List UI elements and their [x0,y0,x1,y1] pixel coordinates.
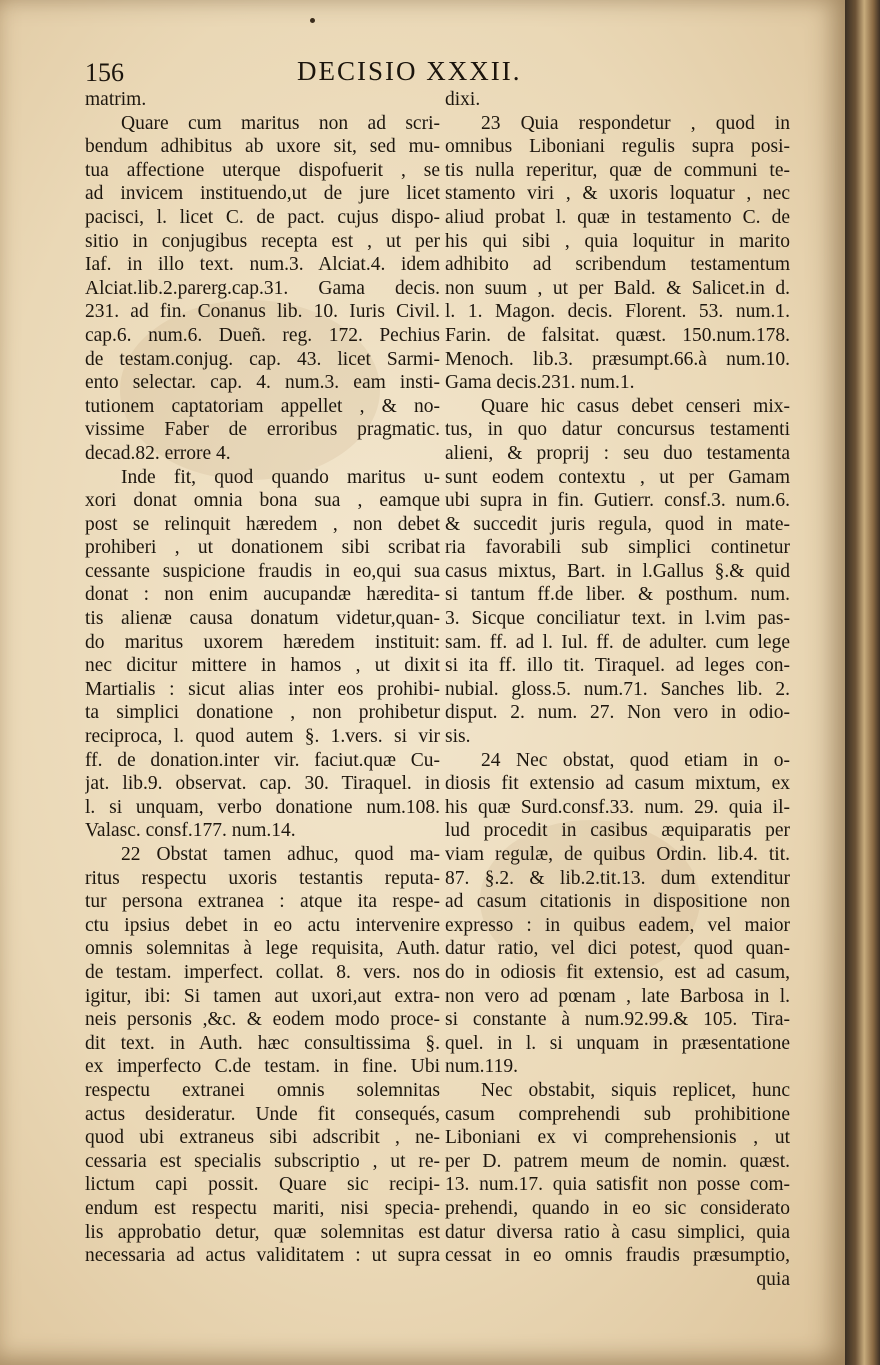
text-line: Nec obstabit, siquis replicet, hunc [481,1079,790,1101]
text-line: prohiberi , ut donationem sibi scribat [85,537,440,559]
text-line: disput. 2. num. 27. Non vero in odio- [445,702,790,724]
text-line: stamento viri , & uxoris loquatur , nec [445,183,790,205]
text-line: do maritus uxorem hæredem instituit: [85,631,440,653]
text-line: neis personis ,&c. & eodem modo proce- [85,1009,440,1031]
text-line: bendum adhibitus ab uxore sit, sed mu- [85,136,440,158]
text-line: tur persona extranea : atque ita respe- [85,891,440,913]
book-edge [845,0,880,1365]
text-line: 23 Quia respondetur , quod in [481,112,790,134]
page-number: 156 [85,58,124,87]
text-line: prehendi, quando in eo sic considerato [445,1197,790,1219]
text-line: si tantum ff.de liber. & posthum. num. [445,584,790,606]
text-line: ta simplici donatione , non prohibetur [85,702,440,724]
text-line: dixi. [445,89,481,110]
text-line: Alciat.lib.2.parerg.cap.31. Gama decis. [85,277,440,299]
text-line: donat : non enim aucupandæ hæredita- [85,584,440,606]
text-line: diosis fit extensio ad casum mixtum, ex [445,773,790,795]
text-line: l. 1. Magon. decis. Florent. 53. num.1. [445,301,790,323]
text-line: 13. num.17. quia satisfit non posse com- [445,1174,790,1196]
text-line: ff. de donation.inter vir. faciut.quæ Cu- [85,749,440,771]
text-line: aliud probat l. quæ in testamento C. de [445,206,790,228]
text-line: alieni, & proprij : seu duo testamenta [445,442,790,464]
page-header [85,52,785,92]
text-line: adhibito ad scribendum testamentum [445,254,790,276]
text-line: nubial. gloss.5. num.71. Sanches lib. 2. [445,678,790,700]
text-line: sam. ff. ad l. Iul. ff. de adulter. cum lege [445,631,790,653]
text-line: xori donat omnia bona sua , eamque [85,490,440,512]
text-line: cessat in eo omnis fraudis præsumptio, [445,1245,790,1267]
text-line: de testam. imperfect. collat. 8. vers. nos [85,961,440,983]
text-line: 24 Nec obstat, quod etiam in o- [481,749,790,771]
text-line: his qui sibi , quia loquitur in marito [445,230,790,252]
text-line: igitur, ibi: Si tamen aut uxori,aut extra- [85,985,440,1007]
text-line: sunt eodem contextu , ut per Gamam [445,466,790,488]
text-line: sitio in conjugibus recepta est , ut per [85,230,440,252]
text-line: non vero ad pœnam , late Barbosa in l. [445,985,790,1007]
text-line: si ita ff. illo tit. Tiraquel. ad leges con- [445,655,790,677]
text-line: Quare hic casus debet censeri mix- [481,395,790,417]
text-line: tis alienæ causa donatum videtur,quan- [85,608,440,630]
text-line: ctu ipsius debet in eo actu intervenire [85,914,440,936]
text-line: per D. patrem meum de nomin. quæst. [445,1150,790,1172]
text-line: jat. lib.9. observat. cap. 30. Tiraquel. in [85,773,440,795]
text-line: datur diversa ratio à casu simplici, quia [445,1221,790,1243]
text-line: tutionem captatoriam appellet , & no- [85,395,440,417]
text-line: actus desideratur. Unde fit consequés, [85,1103,440,1125]
text-line: lud procedit in casibus æquiparatis per [445,820,790,842]
text-line: sis. [445,726,471,748]
text-line: endum est respectu mariti, nisi specia- [85,1197,440,1219]
text-line: 22 Obstat tamen adhuc, quod ma- [121,844,440,865]
text-line: Valasc. consf.177. num.14. [85,820,296,842]
text-line: ad casum citationis in dispositione non [445,891,790,913]
text-line: ex imperfecto C.de testam. in fine. Ubi [85,1056,440,1078]
catchword: quia [756,1268,790,1290]
text-line: ria favorabili sub simplici continetur [445,537,790,559]
text-line: ubi supra in fin. Gutierr. consf.3. num.6. [445,490,790,512]
text-line: Gama decis.231. num.1. [445,372,635,394]
ink-dot [310,18,315,23]
text-line: 231. ad fin. Conanus lib. 10. Iuris Civil. [85,301,440,323]
text-line: omnis solemnitas à lege requisita, Auth. [85,938,440,960]
text-line: num.119. [445,1056,518,1078]
text-line: datur ratio, vel dici potest, quod quan- [445,938,790,960]
text-line: dit text. in Auth. hæc consultissima §. [85,1032,440,1054]
left-column [85,88,440,1268]
text-line: de testam.conjug. cap. 43. licet Sarmi- [85,348,440,370]
text-line: reciproca, l. quod autem §. 1.vers. si vir [85,726,440,748]
text-line: matrim. [85,89,147,110]
text-line: ritus respectu uxoris testantis reputa- [85,867,440,889]
text-line: Inde fit, quod quando maritus u- [121,466,440,488]
text-line: expresso : in quibus eadem, vel maior [445,914,790,936]
text-line: quel. in l. si unquam in præsentatione [445,1032,790,1054]
text-line: respectu extranei omnis solemnitas [85,1079,440,1101]
text-line: casum comprehendi sub prohibitione [445,1103,790,1125]
text-line: l. si unquam, verbo donatione num.108. [85,796,440,818]
text-line: omnibus Liboniani regulis supra posi- [445,136,790,158]
text-line: 87. §.2. & lib.2.tit.13. dum extenditur [445,867,790,889]
text-line: vissime Faber de erroribus pragmatic. [85,419,440,441]
text-line: post se relinquit hæredem , non debet [85,513,440,535]
text-line: Martialis : sicut alias inter eos prohibi- [85,678,440,700]
text-line: do in odiosis fit extensio, est ad casum, [445,961,790,983]
text-line: cessaria est specialis subscriptio , ut re- [85,1150,440,1172]
text-line: nec dicitur mittere in hamos , ut dixit [85,655,440,677]
text-line: Liboniani ex vi comprehensionis , ut [445,1127,790,1149]
text-line: cessante suspicione fraudis in eo,qui sua [85,560,440,582]
text-line: ento selectar. cap. 4. num.3. eam insti- [85,372,440,394]
text-line: cap.6. num.6. Dueñ. reg. 172. Pechius [85,324,440,346]
running-title: DECISIO XXXII. [297,56,522,86]
text-line: casus mixtus, Bart. in l.Gallus §.& quid [445,560,790,582]
text-line: quod ubi extraneus sibi adscribit , ne- [85,1127,440,1149]
text-line: 3. Sicque conciliatur text. in l.vim pas- [445,608,790,630]
text-line: tua affectione uterque dispofuerit , se [85,159,440,181]
text-line: & succedit juris regula, quod in mate- [445,513,790,535]
text-line: pacisci, l. licet C. de pact. cujus dispo- [85,206,440,228]
right-column [445,88,790,1291]
text-line: his quæ Surd.consf.33. num. 29. quia il- [445,796,790,818]
text-line: Menoch. lib.3. præsumpt.66.à num.10. [445,348,790,370]
text-line: tus, in quo datur concursus testamenti [445,419,790,441]
text-line: necessaria ad actus validitatem : ut supra [85,1245,440,1267]
text-line: si constante à num.92.99.& 105. Tira- [445,1009,790,1031]
text-line: non suum , ut per Bald. & Salicet.in d. [445,277,790,299]
text-line: ad invicem instituendo,ut de jure licet [85,183,440,205]
text-line: Quare cum maritus non ad scri- [121,112,440,134]
text-line: Iaf. in illo text. num.3. Alciat.4. idem [85,254,440,276]
text-line: tis nulla reperitur, quæ de communi te- [445,159,790,181]
text-line: lis approbatio detur, quæ solemnitas est [85,1221,440,1243]
text-line: viam regulæ, de quibus Ordin. lib.4. tit. [445,844,790,865]
text-line: decad.82. errore 4. [85,442,231,464]
text-line: lictum capi possit. Quare sic recipi- [85,1174,440,1196]
text-line: Farin. de falsitat. quæst. 150.num.178. [445,324,790,346]
